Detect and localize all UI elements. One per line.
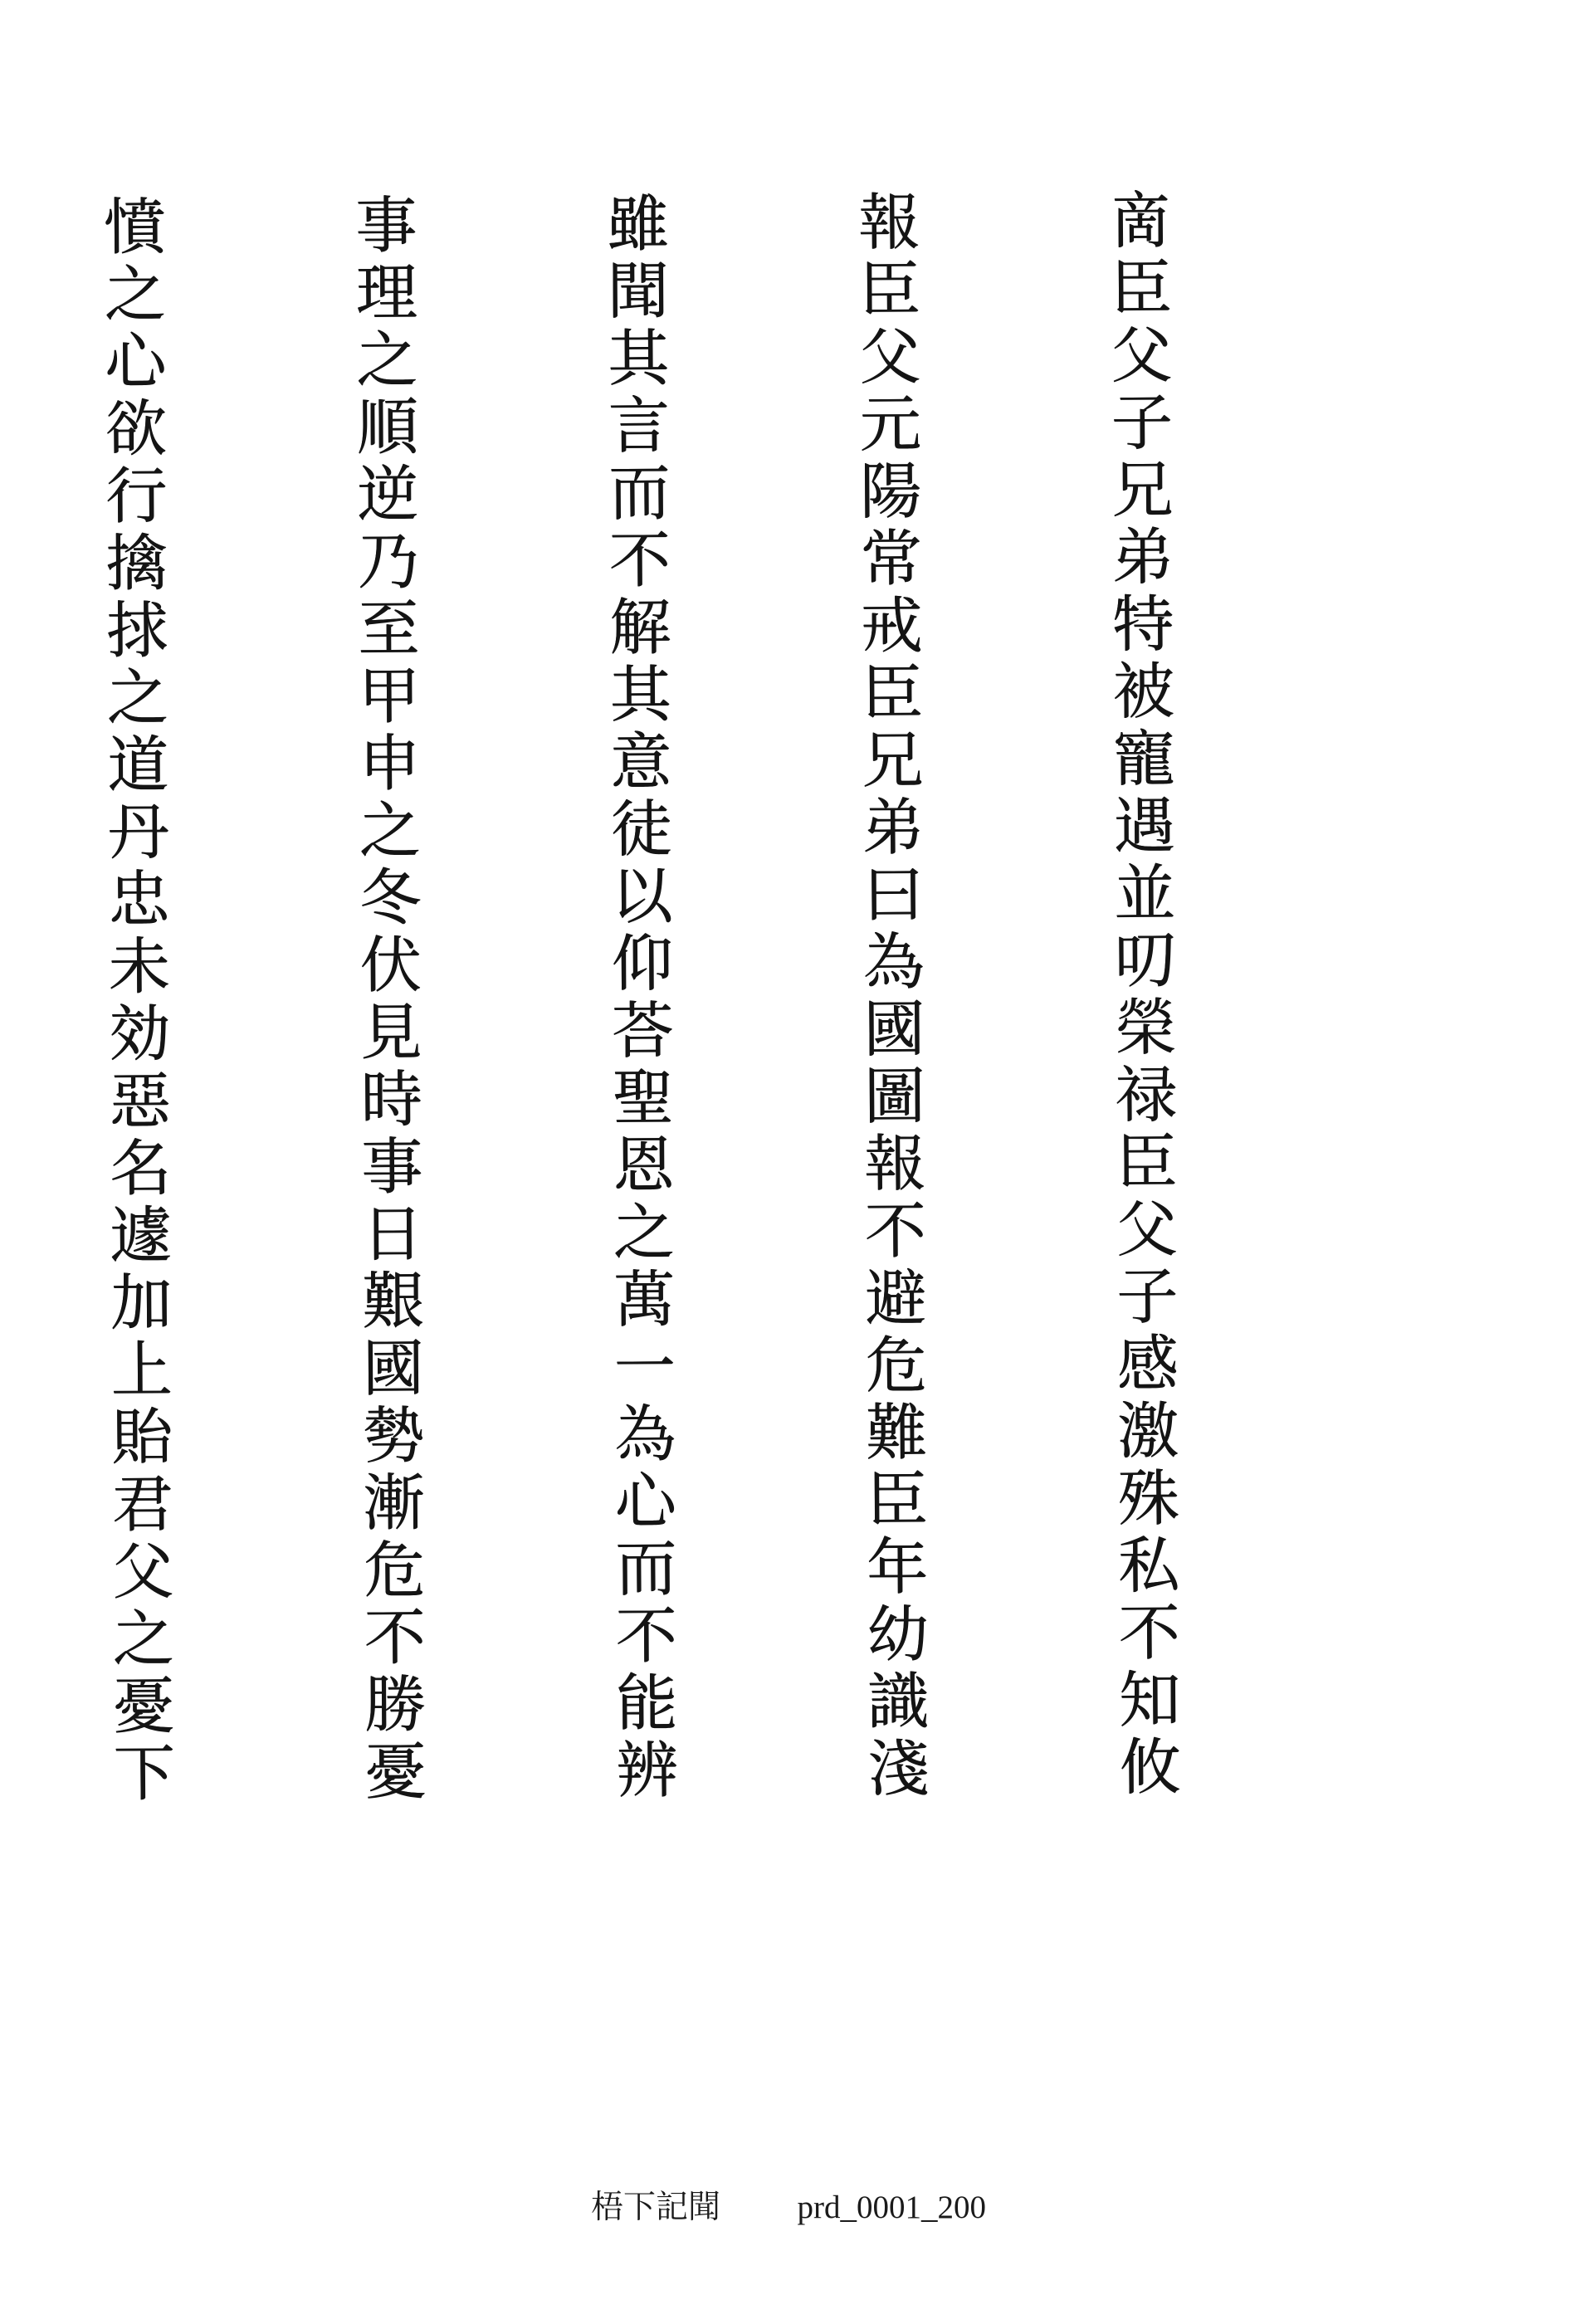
manuscript-text-block [94, 187, 1355, 1837]
manuscript-column: 啇臣父子兄弟特被寵遇並叨榮禄臣父子感激殊私不知攸 [1100, 188, 1181, 1802]
manuscript-column: 報臣父元陽常戒臣兄弟曰為國圖報不避危難臣年幼識淺 [848, 189, 930, 1804]
page-footer [0, 2181, 1577, 2228]
book-title: 梧下記聞 [591, 2189, 721, 2226]
manuscript-column: 雖聞其言而不解其意徒以仰荅聖恩之萬一為心而不能辨 [597, 190, 678, 1805]
manuscript-column: 事理之順逆乃至甲申之冬伏見時事日艱國勢漸危不勝憂 [345, 192, 427, 1807]
page-identifier: prd_0001_200 [797, 2190, 986, 2225]
manuscript-column: 憤之心欲行擒捄之道丹忠未効惡名遽加上貽君父之憂下 [94, 193, 175, 1809]
